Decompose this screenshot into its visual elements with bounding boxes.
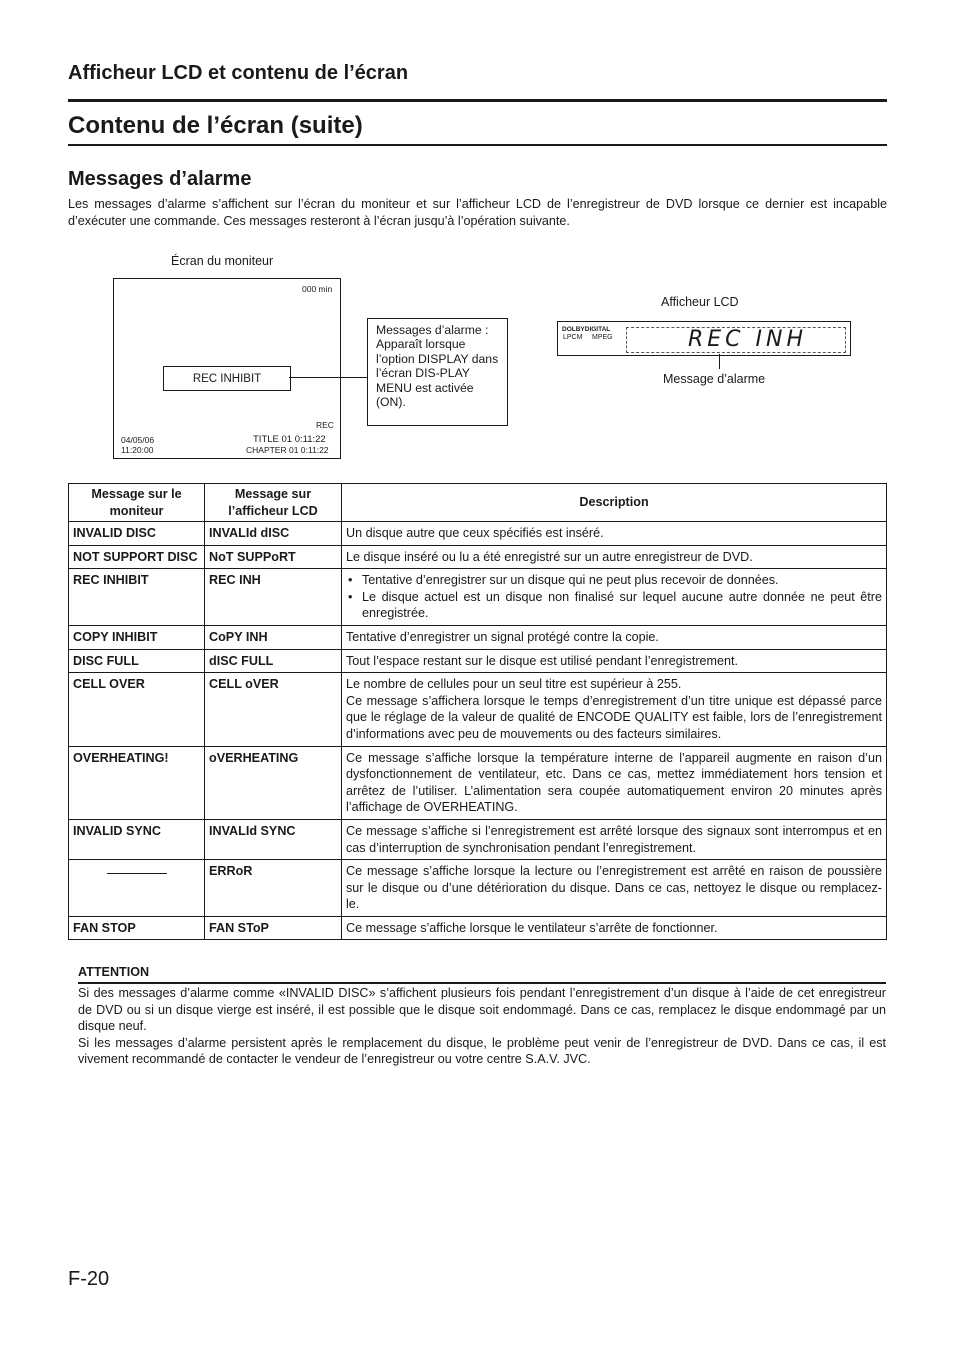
table-row	[69, 649, 887, 673]
cell-description: Le disque inséré ou lu a été enregistré sur un autre enregistreur de DVD.	[342, 545, 887, 569]
cell-lcd: oVERHEATING	[205, 746, 342, 819]
monitor-rec-inhibit: REC INHIBIT	[163, 366, 291, 391]
bullet-item: • Tentative d’enregistrer sur un disque qui ne peut plus recevoir de données.	[346, 572, 882, 589]
lcd-lpcm: LPCM	[563, 334, 583, 341]
cell-monitor: FAN STOP	[69, 916, 205, 940]
monitor-title: TITLE 01 0:11:22	[253, 434, 326, 445]
cell-monitor: INVALID DISC	[69, 522, 205, 546]
table-row	[69, 545, 887, 569]
cell-monitor: INVALID SYNC	[69, 819, 205, 859]
lcd-dolby: DOLBYDIGITAL	[562, 326, 611, 333]
lcd-label: Afficheur LCD	[661, 295, 739, 309]
table-row	[69, 916, 887, 940]
attention-paragraph: Si des messages d’alarme comme «INVALID DISC» s’affichent plusieurs fois pendant l’enregistrement d’un disque à l’aide de cet enregistreur de DVD ou si un disque vierge est inséré, il est possible que le disque soit endommagé. Dans ce cas, remplacez le disque endommagé par un disque neuf.	[78, 986, 886, 1034]
section-header: Afficheur LCD et contenu de l’écran	[68, 62, 409, 84]
cell-lcd: REC INH	[205, 569, 342, 626]
attention-title: ATTENTION	[78, 965, 150, 979]
cell-description	[342, 569, 887, 626]
cell-monitor: COPY INHIBIT	[69, 625, 205, 649]
cell-lcd: FAN SToP	[205, 916, 342, 940]
table-row	[69, 819, 887, 859]
header-monitor: Message sur le moniteur	[69, 484, 205, 522]
cell-description: Un disque autre que ceux spécifiés est inséré.	[342, 522, 887, 546]
cell-description: Ce message s’affiche lorsque la lecture ou l’enregistrement est arrêté en raison de poussière sur le disque ou d’une détérioration du disque. Dans ce cas, nettoyez le disque ou remplacez-le.	[342, 860, 887, 917]
intro-paragraph: Les messages d’alarme s’affichent sur l’écran du moniteur et sur l’afficheur LCD de l’enregistreur de DVD lorsque ce dernier est incapable d’exécuter une commande. Ces messages resteront à l’écran jusqu’à l’opération suivante.	[68, 197, 887, 228]
alarm-table	[68, 483, 887, 940]
description-line: Ce message s’affichera lorsque le temps d’enregistrement d’un titre unique est dépassé parce que le réglage de la valeur de qualité de ENCODE QUALITY est faible, lors de l’enregistrement d’informations avec peu de mouvements ou des facteurs similaires.	[346, 693, 882, 741]
cell-lcd: dISC FULL	[205, 649, 342, 673]
cell-monitor: DISC FULL	[69, 649, 205, 673]
cell-lcd: INVALId SYNC	[205, 819, 342, 859]
cell-description	[342, 673, 887, 746]
cell-monitor: REC INHIBIT	[69, 569, 205, 626]
description-line: Le nombre de cellules pour un seul titre est supérieur à 255.	[346, 677, 682, 692]
header-description: Description	[342, 484, 887, 522]
cell-lcd: INVALId dISC	[205, 522, 342, 546]
monitor-min: 000 min	[302, 284, 333, 294]
cell-lcd: ERRoR	[205, 860, 342, 917]
lcd-message: REC INH	[688, 327, 808, 352]
lcd-caption: Message d’alarme	[663, 372, 766, 386]
attention-rule	[78, 982, 886, 984]
table-row	[69, 673, 887, 746]
table-row	[69, 860, 887, 917]
cell-monitor-empty	[69, 860, 205, 917]
monitor-label: Écran du moniteur	[171, 254, 274, 268]
table-row	[69, 625, 887, 649]
cell-monitor: CELL OVER	[69, 673, 205, 746]
lcd-mpeg: MPEG	[592, 334, 613, 341]
section-subtitle: Messages d’alarme	[68, 168, 252, 190]
bullet-item: • Le disque actuel est un disque non finalisé sur lequel aucune autre donnée ne peut être enregistrée.	[346, 589, 882, 622]
table-row	[69, 522, 887, 546]
cell-description: Tentative d’enregistrer un signal protégé contre la copie.	[342, 625, 887, 649]
cell-monitor: OVERHEATING!	[69, 746, 205, 819]
callout-line	[289, 377, 367, 378]
table-header-row	[69, 484, 887, 522]
cell-monitor: NOT SUPPORT DISC	[69, 545, 205, 569]
attention-paragraph: Si les messages d’alarme persistent après le remplacement du disque, le problème peut venir de l’enregistreur de DVD. Dans ce cas, il est vivement recommandé de contacter le vendeur de l’enregistreur ou votre centre S.A.V. JVC.	[78, 1035, 886, 1067]
cell-description: Ce message s’affiche si l’enregistrement est arrêté lorsque des signaux sont interrompus et en cas d’interruption de synchronisation pendant l’enregistrement.	[342, 819, 887, 859]
page-title: Contenu de l’écran (suite)	[68, 112, 363, 139]
attention-text	[78, 985, 886, 1068]
cell-description: Ce message s’affiche lorsque le ventilateur s’arrête de fonctionner.	[342, 916, 887, 940]
cell-description: Tout l’espace restant sur le disque est utilisé pendant l’enregistrement.	[342, 649, 887, 673]
title-rule	[68, 144, 887, 146]
table-row	[69, 569, 887, 626]
cell-description: Ce message s’affiche lorsque la température interne de l’appareil augmente en raison d’un dysfonctionnement de ventilateur, etc. Dans ce cas, mettez immédiatement hors tension et arrêtez de l’utiliser. L’alimentation sera coupée automatiquement environ 20 minutes après l’affichage de OVERHEATING.	[342, 746, 887, 819]
monitor-date: 04/05/06	[121, 435, 155, 445]
monitor-chapter: CHAPTER 01 0:11:22	[246, 445, 329, 455]
empty-dash	[107, 873, 167, 874]
monitor-time: 11:20:00	[121, 445, 154, 455]
cell-lcd: CELL oVER	[205, 673, 342, 746]
cell-lcd: CoPY INH	[205, 625, 342, 649]
table-row	[69, 746, 887, 819]
header-rule	[68, 99, 887, 102]
cell-lcd: NoT SUPPoRT	[205, 545, 342, 569]
monitor-rec: REC	[316, 420, 334, 430]
page-number: F-20	[68, 1268, 110, 1290]
header-lcd: Message sur l’afficheur LCD	[205, 484, 342, 522]
callout-box: Messages d’alarme : Apparaît lorsque l’option DISPLAY dans l’écran DIS-PLAY MENU est activée (ON).	[367, 318, 508, 426]
lcd-pointer-line	[719, 354, 720, 369]
